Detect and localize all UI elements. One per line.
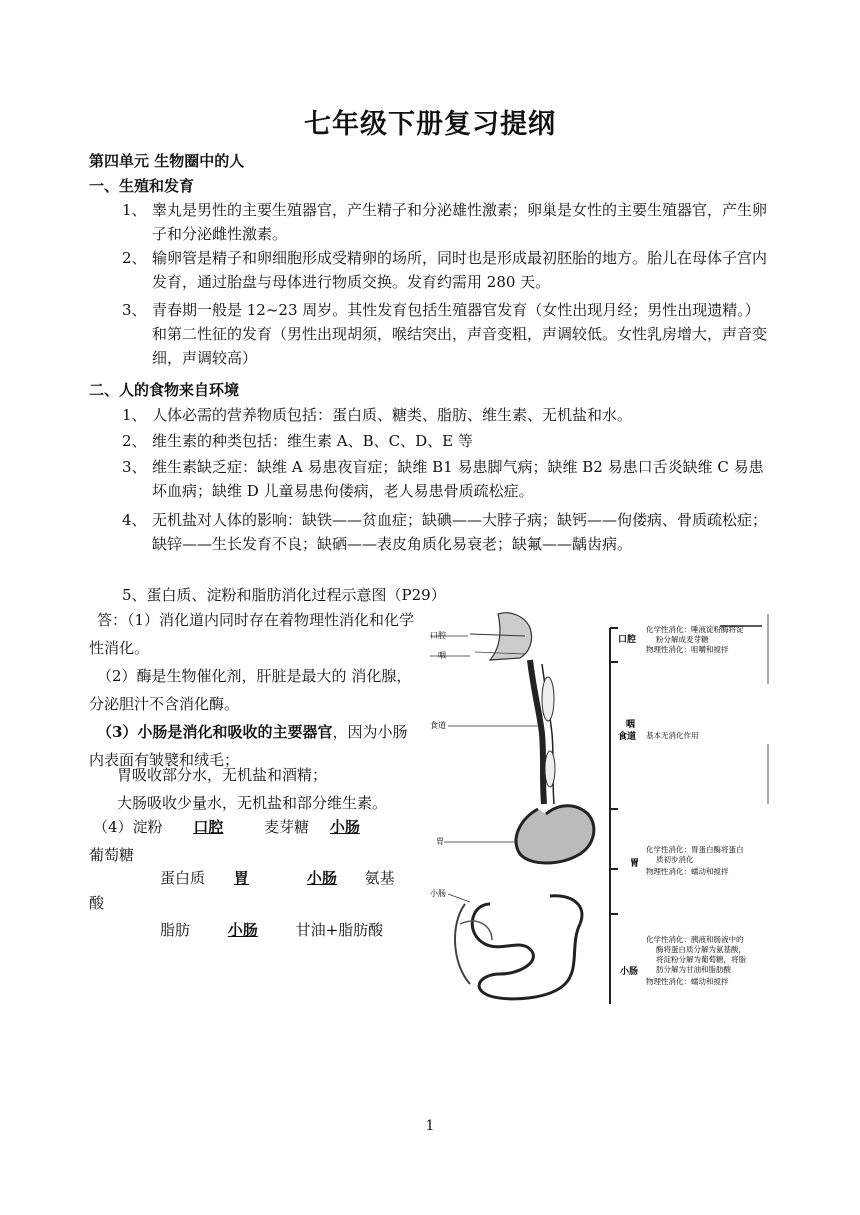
- fig-mid-label-esophagus: 食道: [618, 732, 637, 742]
- item-text: 睾丸是男性的主要生殖器官，产生精子和分泌雄性激素；卵巢是女性的主要生殖器官，产生卵子和分泌雌性激素。: [152, 201, 768, 243]
- answer-text: ，因为小肠内表面有皱襞和绒毛；: [89, 723, 408, 769]
- starch-prefix: （4）淀粉: [93, 818, 163, 836]
- protein-prefix: 蛋白质: [160, 869, 206, 887]
- starch-mid: 麦芽糖: [264, 818, 310, 836]
- fig-note-stomach-phys: 物理性消化：蠕动和搅拌: [646, 867, 729, 876]
- fig-note-si-1: 化学性消化：胰液和肠液中的: [646, 935, 744, 944]
- item-number: 3、: [122, 458, 147, 476]
- fig-note-esophagus: 基本无消化作用: [646, 731, 699, 740]
- item-number: 1、: [122, 406, 147, 424]
- starch-blank-1: 口腔: [193, 818, 224, 836]
- fat-blank: 小肠: [227, 921, 258, 939]
- page-number: 1: [425, 1118, 435, 1134]
- fig-left-label-stomach: 胃: [436, 837, 444, 846]
- item-number: 3、: [122, 301, 147, 319]
- fig-note-mouth-phys: 物理性消化：咀嚼和搅拌: [646, 645, 729, 654]
- protein-end-part: 氨基: [364, 869, 395, 887]
- fig-mid-label-pharynx: 咽: [626, 720, 636, 730]
- starch-line: [89, 815, 419, 839]
- answer-paragraph-5: 大肠吸收少量水，无机盐和部分维生素。: [117, 794, 388, 812]
- sec2-item-3: [122, 455, 772, 503]
- unit-heading: 第四单元 生物圈中的人: [89, 152, 245, 170]
- sec1-item-2: [122, 246, 772, 294]
- fig-note-stomach-chem: 化学性消化：胃蛋白酶将蛋白: [646, 845, 744, 854]
- fig-left-label-mouth: 口腔: [430, 631, 446, 640]
- item-text: 维生素的种类包括：维生素 A、B、C、D、E 等: [152, 432, 473, 450]
- sec1-item-1: [122, 198, 772, 246]
- section-1-heading: 一、生殖和发育: [89, 177, 195, 195]
- fig-left-label-pharynx: 咽: [438, 651, 446, 660]
- item-text: 无机盐对人体的影响：缺铁——贫血症；缺碘——大脖子病；缺钙——佝偻病、骨质疏松症；缺锌——生长发育不良；缺硒——表皮角质化易衰老；缺氟——龋齿病。: [152, 511, 768, 553]
- item-number: 2、: [122, 432, 147, 450]
- item-text: 青春期一般是 12~23 周岁。其性发育包括生殖器官发育（女性出现月经；男性出现遗精。）和第二性征的发育（男性出现胡须，喉结突出，声音变粗，声调较低。女性乳房增大，声音变细，声调较高）: [152, 301, 768, 367]
- sec2-item-1: [122, 403, 772, 427]
- digestion-diagram: [430, 604, 772, 1008]
- item-text: 人体必需的营养物质包括：蛋白质、糖类、脂肪、维生素、无机盐和水。: [152, 406, 633, 424]
- fig-mid-label-small-intestine: 小肠: [620, 967, 639, 977]
- answer-bold-text: （3）小肠是消化和吸收的主要器官: [97, 723, 333, 741]
- starch-blank-2: 小肠: [329, 818, 360, 836]
- item-number: 2、: [122, 249, 147, 267]
- fat-end: 甘油+脂肪酸: [295, 921, 384, 939]
- fig-note-mouth-chem-2: 粉分解成麦芽糖: [656, 635, 709, 644]
- protein-end: 酸: [89, 894, 105, 912]
- sec2-item-2: [122, 429, 772, 453]
- fat-line: [160, 918, 430, 942]
- document-title: 七年级下册复习提纲: [304, 109, 556, 140]
- sec1-item-3: [122, 298, 772, 370]
- answer-paragraph-2: （2）酶是生物催化剂，肝脏是最大的 消化腺，分泌胆汁不含消化酶。: [89, 667, 412, 713]
- answer-paragraph-4: 胃吸收部分水，无机盐和酒精；: [117, 766, 328, 784]
- starch-end: 葡萄糖: [89, 846, 135, 864]
- item-number: 1、: [122, 201, 147, 219]
- fig-note-si-phys: 物理性消化：蠕动和搅拌: [646, 977, 729, 986]
- fig-note-mouth-chem: 化学性消化：唾液淀粉酶将淀: [646, 625, 744, 634]
- item-text: 输卵管是精子和卵细胞形成受精卵的场所，同时也是形成最初胚胎的地方。胎儿在母体子宫内发育，通过胎盘与母体进行物质交换。发育约需用 280 天。: [152, 249, 768, 291]
- fig-note-si-4: 肪分解为甘油和脂肪酸: [656, 965, 731, 974]
- answer-paragraph-1: 答：（1）消化道内同时存在着物理性消化和化学性消化。: [89, 611, 415, 657]
- item-number: 4、: [122, 511, 147, 529]
- item-text: 5、蛋白质、淀粉和脂肪消化过程示意图（P29）: [122, 586, 446, 604]
- fig-note-stomach-chem-2: 质初步消化: [656, 855, 694, 864]
- fat-prefix: 脂肪: [160, 921, 191, 939]
- protein-line: [160, 866, 430, 890]
- sec2-item-4: [122, 508, 772, 556]
- fig-left-label-esophagus: 食道: [430, 721, 446, 730]
- fig-mid-label-mouth: 口腔: [618, 635, 637, 645]
- fig-note-si-3: 将淀粉分解为葡萄糖，将脂: [656, 955, 746, 964]
- protein-blanks: 胃 小肠: [233, 869, 337, 887]
- section-2-heading: 二、人的食物来自环境: [89, 381, 240, 399]
- fig-note-si-2: 酶将蛋白质分解为氨基酸，: [656, 945, 746, 954]
- item-text: 维生素缺乏症：缺维 A 易患夜盲症；缺维 B1 易患脚气病；缺维 B2 易患口舌炎缺维 C 易患坏血病；缺维 D 儿童易患佝偻病，老人易患骨质疏松症。: [152, 458, 764, 500]
- fig-mid-label-stomach: 胃: [630, 859, 640, 869]
- fig-left-label-small-intestine: 小肠: [430, 889, 446, 898]
